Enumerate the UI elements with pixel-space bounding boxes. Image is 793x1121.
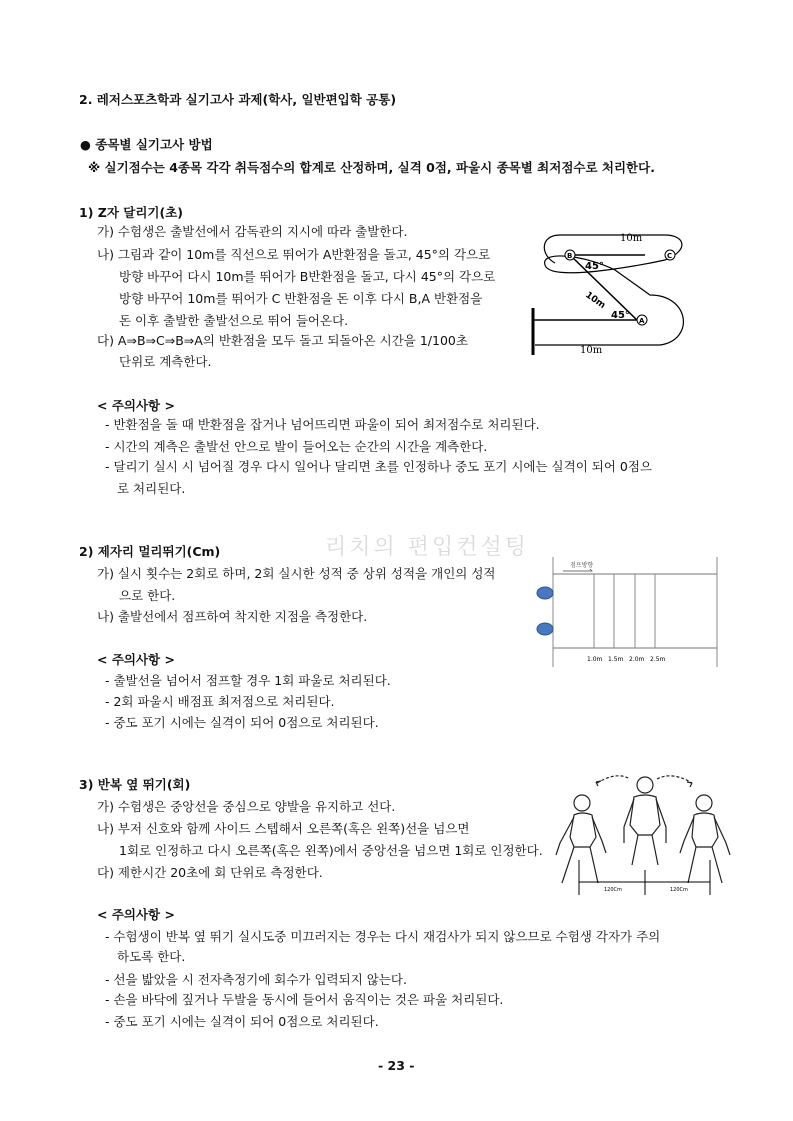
s3-line: 나) 부저 신호와 함께 사이드 스텝해서 오른쪽(혹은 왼쪽)선을 넘으면 xyxy=(97,821,470,836)
page-number: - 23 - xyxy=(378,1058,415,1073)
foot-marker xyxy=(537,587,553,599)
s1-caution: - 반환점을 돌 때 반환점을 잡거나 넘어뜨리면 파울이 되어 최저점수로 처리된다. xyxy=(105,417,540,432)
method-heading: ● 종목별 실기고사 방법 xyxy=(80,137,213,152)
z-run-diagram xyxy=(525,225,695,360)
s2-caution: - 출발선을 넘어서 점프할 경우 1회 파울로 처리된다. xyxy=(105,673,391,688)
foot-marker xyxy=(537,623,553,635)
watermark: 리치의 편입컨설팅 xyxy=(325,535,530,560)
s2-line: 나) 출발선에서 점프하여 착지한 지점을 측정한다. xyxy=(97,609,368,624)
s1-caution: - 달리기 실시 시 넘어질 경우 다시 일어나 달리면 초를 인정하나 중도 포기 시에는 실격이 되어 0점으 xyxy=(105,459,652,474)
dist-label: 10m xyxy=(583,290,607,312)
s1-caution: - 시간의 계측은 출발선 안으로 발이 들어오는 순간의 시간을 계측한다. xyxy=(105,439,488,454)
s2-line: 가) 실시 횟수는 2회로 하며, 2회 실시한 성적 중 상위 성적을 개인의 성적 xyxy=(97,566,496,581)
s3-caution-heading: < 주의사항 > xyxy=(97,907,175,922)
s2-caution-heading: < 주의사항 > xyxy=(97,652,175,667)
dist-label: 10m xyxy=(620,233,643,244)
s3-caution: - 수험생이 반복 옆 뛰기 실시도중 미끄러지는 경우는 다시 재검사가 되지 않으므로 수험생 각자가 주의 xyxy=(105,929,661,944)
s1-caution-heading: < 주의사항 > xyxy=(97,398,175,413)
mark-label: 2.0m xyxy=(629,656,645,663)
s2-caution: - 2회 파울시 배점표 최저점으로 처리된다. xyxy=(105,694,335,709)
s2-line: 으로 한다. xyxy=(119,588,176,603)
s3-line: 1회로 인정하고 다시 오른쪽(혹은 왼쪽)에서 중앙선을 넘으면 1회로 인정한다. xyxy=(119,843,543,858)
point-b-label: B xyxy=(567,252,573,260)
s3-caution: - 중도 포기 시에는 실격이 되어 0점으로 처리된다. xyxy=(105,1014,379,1029)
s2-caution: - 중도 포기 시에는 실격이 되어 0점으로 처리된다. xyxy=(105,715,379,730)
angle-label: 45° xyxy=(585,261,604,272)
s1-line: 다) A⇒B⇒C⇒B⇒A의 반환점을 모두 돌고 되돌아온 시간을 1/100초 xyxy=(97,333,468,348)
s3-caution: - 손을 바닥에 짚거나 두발을 동시에 들어서 움직이는 것은 파울 처리된다. xyxy=(105,992,504,1007)
point-c-label: C xyxy=(667,252,673,260)
s1-caution: 로 처리된다. xyxy=(117,481,186,496)
s1-line: 가) 수험생은 출발선에서 감독관의 지시에 따라 출발한다. xyxy=(97,224,408,239)
s3-caution: - 선을 밟았을 시 전자측정기에 회수가 입력되지 않는다. xyxy=(105,972,407,987)
s1-line: 방향 바꾸어 다시 10m를 뛰어가 B반환점을 돌고, 다시 45°의 각으로 xyxy=(119,269,496,284)
s1-line: 단위로 계측한다. xyxy=(119,354,212,369)
dist-label: 120Cm xyxy=(670,887,688,893)
scoring-note: ※ 실기점수는 4종목 각각 취득점수의 합계로 산정하며, 실격 0점, 파울시 종목별 최저점수로 처리한다. xyxy=(88,160,655,175)
long-jump-diagram xyxy=(535,555,725,670)
mark-label: 2.5m xyxy=(650,656,666,663)
angle-label: 45° xyxy=(611,310,630,321)
s1-line: 돈 이후 출발한 출발선으로 뛰어 들어온다. xyxy=(119,313,349,328)
dist-label: 10m xyxy=(580,345,603,356)
dist-label: 120Cm xyxy=(604,887,622,893)
mark-label: 1.0m xyxy=(587,656,603,663)
s3-line: 가) 수험생은 중앙선을 중심으로 양발을 유지하고 선다. xyxy=(97,799,396,814)
s3-caution: 하도록 한다. xyxy=(117,949,186,964)
s1-title: 1) Z자 달리기(초) xyxy=(79,205,183,220)
s1-line: 방향 바꾸어 10m를 뛰어가 C 반환점을 돈 이후 다시 B,A 반환점을 xyxy=(119,291,483,306)
mark-label: 1.5m xyxy=(608,656,624,663)
section-title: 2. 레저스포츠학과 실기고사 과제(학사, 일반편입학 공통) xyxy=(79,92,397,107)
s1-line: 나) 그림과 같이 10m를 직선으로 뛰어가 A반환점을 돌고, 45°의 각으로 xyxy=(97,247,491,262)
s2-title: 2) 제자리 멀리뛰기(Cm) xyxy=(79,544,221,559)
jump-direction-label: 점프방향 xyxy=(570,562,594,569)
point-a-label: A xyxy=(639,317,645,325)
s3-title: 3) 반복 옆 뛰기(회) xyxy=(79,777,191,792)
s3-line: 다) 제한시간 20초에 회 단위로 측정한다. xyxy=(97,865,323,880)
side-step-diagram xyxy=(552,765,737,897)
